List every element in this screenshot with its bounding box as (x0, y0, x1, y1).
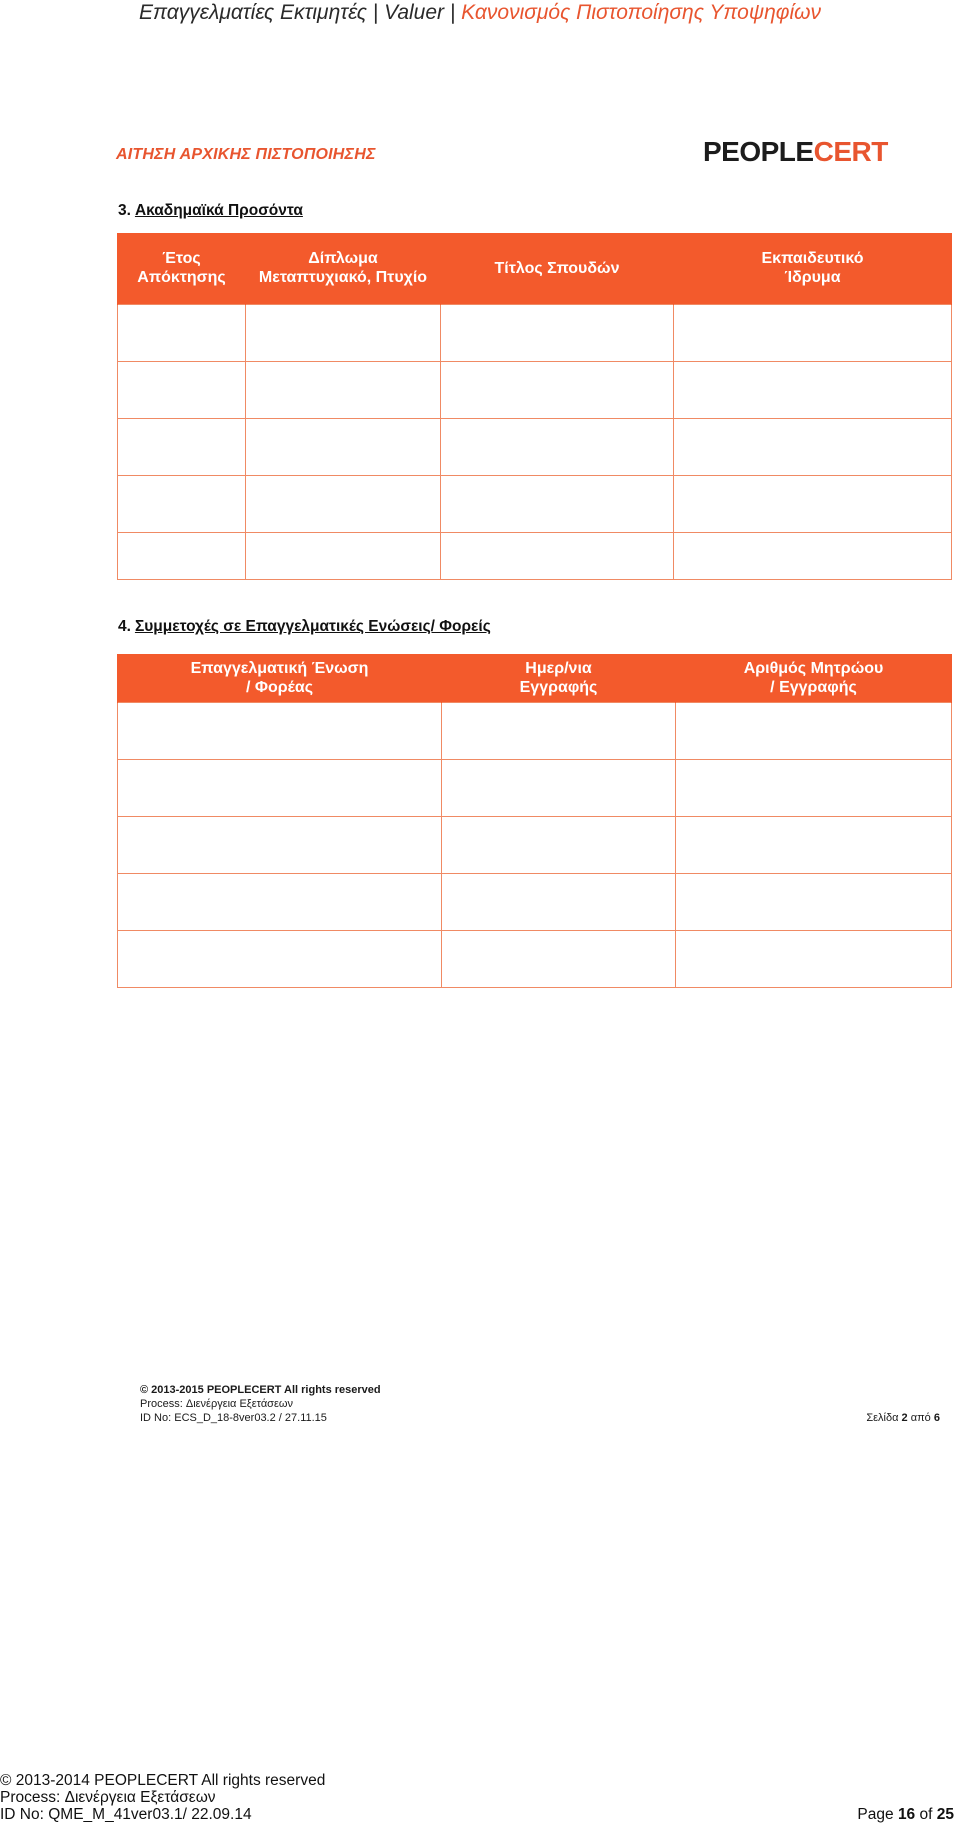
registry-number-cell[interactable] (676, 702, 952, 759)
institution-cell[interactable] (674, 304, 952, 361)
table-header-row (118, 233, 952, 304)
study-title-cell[interactable] (441, 418, 674, 475)
header-doc-category: Επαγγελματίες Εκτιμητές (139, 1, 367, 24)
document-page-number: Page 16 of 25 (857, 1806, 954, 1823)
section-4-heading (118, 618, 491, 636)
form-copyright: © 2013-2015 PEOPLECERT All rights reserved (140, 1384, 381, 1396)
table-row (118, 532, 952, 579)
column-header-registration-date: Ημερ/νια Εγγραφής (442, 654, 676, 702)
table-row (118, 873, 952, 930)
table-header-row (118, 654, 952, 702)
study-title-cell[interactable] (441, 475, 674, 532)
column-header-year: Έτος Απόκτησης (118, 233, 246, 304)
table-row (118, 304, 952, 361)
column-header-study-title: Τίτλος Σπουδών (441, 233, 674, 304)
document-footer (0, 1772, 960, 1823)
degree-cell[interactable] (246, 304, 441, 361)
study-title-cell[interactable] (441, 304, 674, 361)
table-row (118, 418, 952, 475)
association-cell[interactable] (118, 702, 442, 759)
professional-associations-table (117, 654, 952, 988)
degree-cell[interactable] (246, 361, 441, 418)
association-cell[interactable] (118, 816, 442, 873)
year-cell[interactable] (118, 418, 246, 475)
header-separator: | (366, 1, 385, 24)
registration-date-cell[interactable] (442, 759, 676, 816)
table-row (118, 816, 952, 873)
institution-cell[interactable] (674, 418, 952, 475)
institution-cell[interactable] (674, 361, 952, 418)
document-id: ID No: QME_M_41ver03.1/ 22.09.14 (0, 1806, 252, 1823)
logo-cert: CERT (813, 136, 888, 167)
form-page-number: Σελίδα 2 από 6 (866, 1412, 940, 1424)
column-header-degree: Δίπλωμα Μεταπτυχιακό, Πτυχίο (246, 233, 441, 304)
association-cell[interactable] (118, 930, 442, 987)
study-title-cell[interactable] (441, 532, 674, 579)
table-row (118, 930, 952, 987)
registry-number-cell[interactable] (676, 759, 952, 816)
year-cell[interactable] (118, 532, 246, 579)
table-row (118, 759, 952, 816)
section-number: 3. (118, 202, 131, 219)
registration-date-cell[interactable] (442, 816, 676, 873)
column-header-association: Επαγγελματική Ένωση / Φορέας (118, 654, 442, 702)
table-row (118, 361, 952, 418)
registration-date-cell[interactable] (442, 873, 676, 930)
logo-people: PEOPLE (703, 136, 814, 167)
table-row (118, 702, 952, 759)
year-cell[interactable] (118, 361, 246, 418)
degree-cell[interactable] (246, 418, 441, 475)
institution-cell[interactable] (674, 532, 952, 579)
section-title: Συμμετοχές σε Επαγγελματικές Ενώσεις/ Φορείς (134, 618, 491, 635)
registry-number-cell[interactable] (676, 930, 952, 987)
section-title: Ακαδημαϊκά Προσόντα (134, 202, 303, 219)
academic-qualifications-table (117, 233, 952, 580)
header-doc-scheme: Valuer (384, 1, 445, 24)
degree-cell[interactable] (246, 475, 441, 532)
document-process: Process: Διενέργεια Εξετάσεων (0, 1789, 216, 1806)
peoplecert-logo (703, 137, 888, 167)
association-cell[interactable] (118, 759, 442, 816)
registration-date-cell[interactable] (442, 930, 676, 987)
section-number: 4. (118, 618, 131, 635)
header-doc-title: Κανονισμός Πιστοποίησης Υποψηφίων (461, 1, 821, 24)
form-footer (140, 1383, 940, 1425)
header-separator: | (444, 1, 462, 24)
institution-cell[interactable] (674, 475, 952, 532)
column-header-registry-number: Αριθμός Μητρώου / Εγγραφής (676, 654, 952, 702)
year-cell[interactable] (118, 304, 246, 361)
table-row (118, 475, 952, 532)
degree-cell[interactable] (246, 532, 441, 579)
registry-number-cell[interactable] (676, 816, 952, 873)
form-title: ΑΙΤΗΣΗ ΑΡΧΙΚΗΣ ΠΙΣΤΟΠΟΙΗΣΗΣ (116, 146, 376, 163)
running-header (0, 0, 960, 34)
document-copyright: © 2013-2014 PEOPLECERT All rights reserved (0, 1772, 326, 1789)
study-title-cell[interactable] (441, 361, 674, 418)
registration-date-cell[interactable] (442, 702, 676, 759)
registry-number-cell[interactable] (676, 873, 952, 930)
form-process: Process: Διενέργεια Εξετάσεων (140, 1398, 293, 1410)
form-id: ID No: ECS_D_18-8ver03.2 / 27.11.15 (140, 1412, 327, 1424)
section-3-heading (118, 202, 303, 220)
association-cell[interactable] (118, 873, 442, 930)
year-cell[interactable] (118, 475, 246, 532)
column-header-institution: Εκπαιδευτικό Ίδρυμα (674, 233, 952, 304)
